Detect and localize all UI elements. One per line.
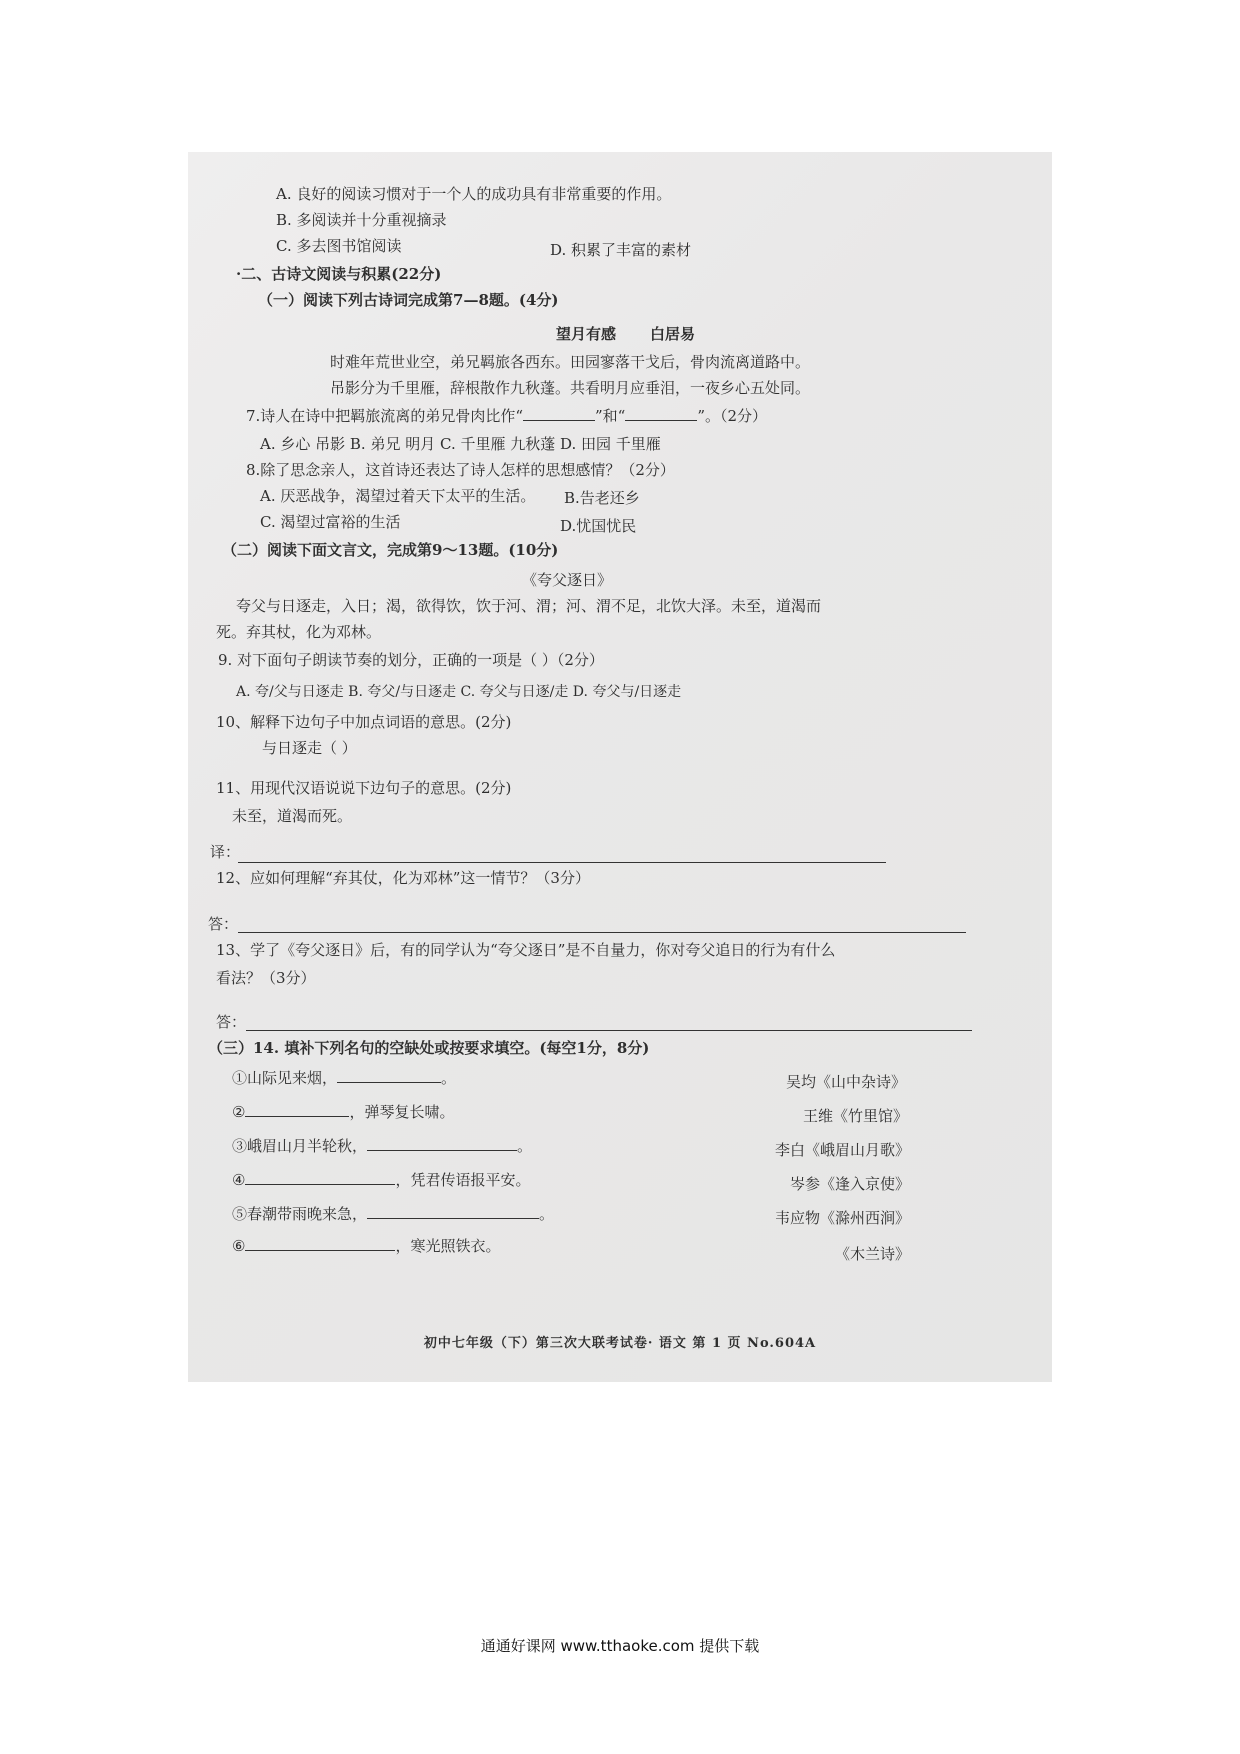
- q14-blank-6[interactable]: [245, 1236, 395, 1251]
- poem-line-2: 吊影分为千里雁，辞根散作九秋蓬。共看明月应垂泪，一夜乡心五处同。: [330, 379, 811, 397]
- q10-phrase: 与日逐走（ ）: [262, 739, 357, 757]
- q8-stem: 8.除了思念亲人，这首诗还表达了诗人怎样的思想感情？（2分）: [246, 461, 675, 479]
- poem-author: 白居易: [650, 325, 696, 343]
- q14-source-5: 韦应物《滁州西涧》: [774, 1209, 910, 1227]
- q14-source-3: 李白《峨眉山月歌》: [774, 1141, 910, 1159]
- q7-blank-1[interactable]: [523, 406, 595, 421]
- q8-option-a: A. 厌恶战争，渴望过着天下太平的生活。: [260, 487, 536, 505]
- part2-text-line-2: 死。弃其杖，化为邓林。: [216, 623, 382, 641]
- q14-line-2-text: ，弹琴复长啸。: [349, 1103, 455, 1121]
- q14-blank-5[interactable]: [367, 1204, 539, 1219]
- q7-stem: [246, 406, 767, 426]
- q11-answer-label: 译：: [210, 843, 241, 861]
- q12-answer-line[interactable]: [238, 932, 966, 933]
- q14-line-3-end: 。: [517, 1137, 533, 1155]
- poem-line-1: 时难年荒世业空，弟兄羁旅各西东。田园寥落干戈后，骨肉流离道路中。: [330, 353, 811, 371]
- q9-options: A. 夸/父与日逐走 B. 夸父/与日逐走 C. 夸父与日逐/走 D. 夸父与/日逐走: [236, 684, 682, 700]
- q7-stem-part-c: ”。（2分）: [697, 407, 768, 425]
- exam-page-photo: [188, 152, 1052, 1382]
- q14-source-1: 吴均《山中杂诗》: [785, 1073, 906, 1091]
- q14-line-5: [232, 1204, 554, 1224]
- q6-option-a: A. 良好的阅读习惯对于一个人的成功具有非常重要的作用。: [276, 185, 672, 203]
- part2-text-line-1: 夸父与日逐走，入日；渴，欲得饮，饮于河、渭；河、渭不足，北饮大泽。未至，道渴而: [236, 597, 822, 615]
- q7-stem-part-a: 7.诗人在诗中把羁旅流离的弟兄骨肉比作“: [246, 407, 523, 425]
- section2-heading: ·二、古诗文阅读与积累(22分): [236, 265, 442, 283]
- q14-line-2-start: ②: [232, 1103, 246, 1121]
- q6-option-c: C. 多去图书馆阅读: [276, 237, 402, 255]
- q14-line-4-text: ，凭君传语报平安。: [395, 1171, 531, 1189]
- q13-stem-line-2: 看法？（3分）: [216, 969, 316, 987]
- q12-answer-label: 答：: [208, 915, 239, 933]
- q14-blank-2[interactable]: [245, 1102, 349, 1117]
- page-footer: 初中七年级（下）第三次大联考试卷· 语文 第 1 页 No.604A: [423, 1336, 817, 1351]
- q14-blank-4[interactable]: [245, 1170, 395, 1185]
- q14-line-4-start: ④: [232, 1171, 246, 1189]
- q10-stem: 10、解释下边句子中加点词语的意思。(2分): [216, 713, 512, 731]
- q8-option-d: D.忧国忧民: [560, 517, 637, 535]
- part2-title: 《夸父逐日》: [522, 571, 613, 589]
- q14-line-6-start: ⑥: [232, 1237, 246, 1255]
- q14-source-4: 岑参《逢入京使》: [789, 1175, 910, 1193]
- q14-line-1: [232, 1068, 456, 1088]
- q14-blank-1[interactable]: [337, 1068, 441, 1083]
- q14-source-2: 王维《竹里馆》: [802, 1107, 908, 1125]
- q11-stem: 11、用现代汉语说说下边句子的意思。(2分): [216, 779, 512, 797]
- q7-options: A. 乡心 吊影 B. 弟兄 明月 C. 千里雁 九秋蓬 D. 田园 千里雁: [260, 435, 661, 453]
- q13-stem-line-1: 13、学了《夸父逐日》后，有的同学认为“夸父逐日”是不自量力，你对夸父追日的行为有什么: [216, 941, 836, 959]
- poem-title: 望月有感: [556, 325, 617, 343]
- part3-heading: （三）14. 填补下列名句的空缺处或按要求填空。(每空1分，8分): [208, 1039, 650, 1057]
- q14-line-3: [232, 1136, 532, 1156]
- q11-sentence: 未至，道渴而死。: [232, 807, 353, 825]
- part1-heading: （一）阅读下列古诗词完成第7—8题。(4分): [258, 291, 559, 309]
- q14-line-3-text: ③峨眉山月半轮秋，: [232, 1137, 368, 1155]
- q9-stem: 9. 对下面句子朗读节奏的划分，正确的一项是（ ）（2分）: [218, 651, 604, 669]
- q14-line-6: [232, 1236, 500, 1256]
- q8-option-c: C. 渴望过富裕的生活: [260, 513, 401, 531]
- q14-line-4: [232, 1170, 530, 1190]
- q8-option-b: B.告老还乡: [564, 489, 640, 507]
- q7-stem-part-b: ”和“: [594, 407, 626, 425]
- q14-line-1-end: 。: [441, 1069, 457, 1087]
- q14-line-2: [232, 1102, 454, 1122]
- q14-blank-3[interactable]: [367, 1136, 517, 1151]
- q13-answer-label: 答：: [216, 1013, 247, 1031]
- q6-option-b: B. 多阅读并十分重视摘录: [276, 211, 447, 229]
- part2-heading: （二）阅读下面文言文，完成第9～13题。(10分): [222, 541, 559, 559]
- q6-option-d: D. 积累了丰富的素材: [550, 241, 692, 259]
- q14-line-5-end: 。: [539, 1205, 555, 1223]
- q14-line-6-text: ，寒光照铁衣。: [395, 1237, 501, 1255]
- q7-blank-2[interactable]: [625, 406, 697, 421]
- q13-answer-line[interactable]: [246, 1030, 972, 1031]
- q14-line-1-text: ①山际见来烟，: [232, 1069, 338, 1087]
- q14-line-5-text: ⑤春潮带雨晚来急，: [232, 1205, 368, 1223]
- q12-stem: 12、应如何理解“弃其仗，化为邓林”这一情节？（3分）: [216, 869, 590, 887]
- q11-answer-line[interactable]: [238, 862, 886, 863]
- q14-source-6: 《木兰诗》: [834, 1245, 910, 1263]
- download-credit: 通通好课网 www.tthaoke.com 提供下载: [480, 1637, 760, 1655]
